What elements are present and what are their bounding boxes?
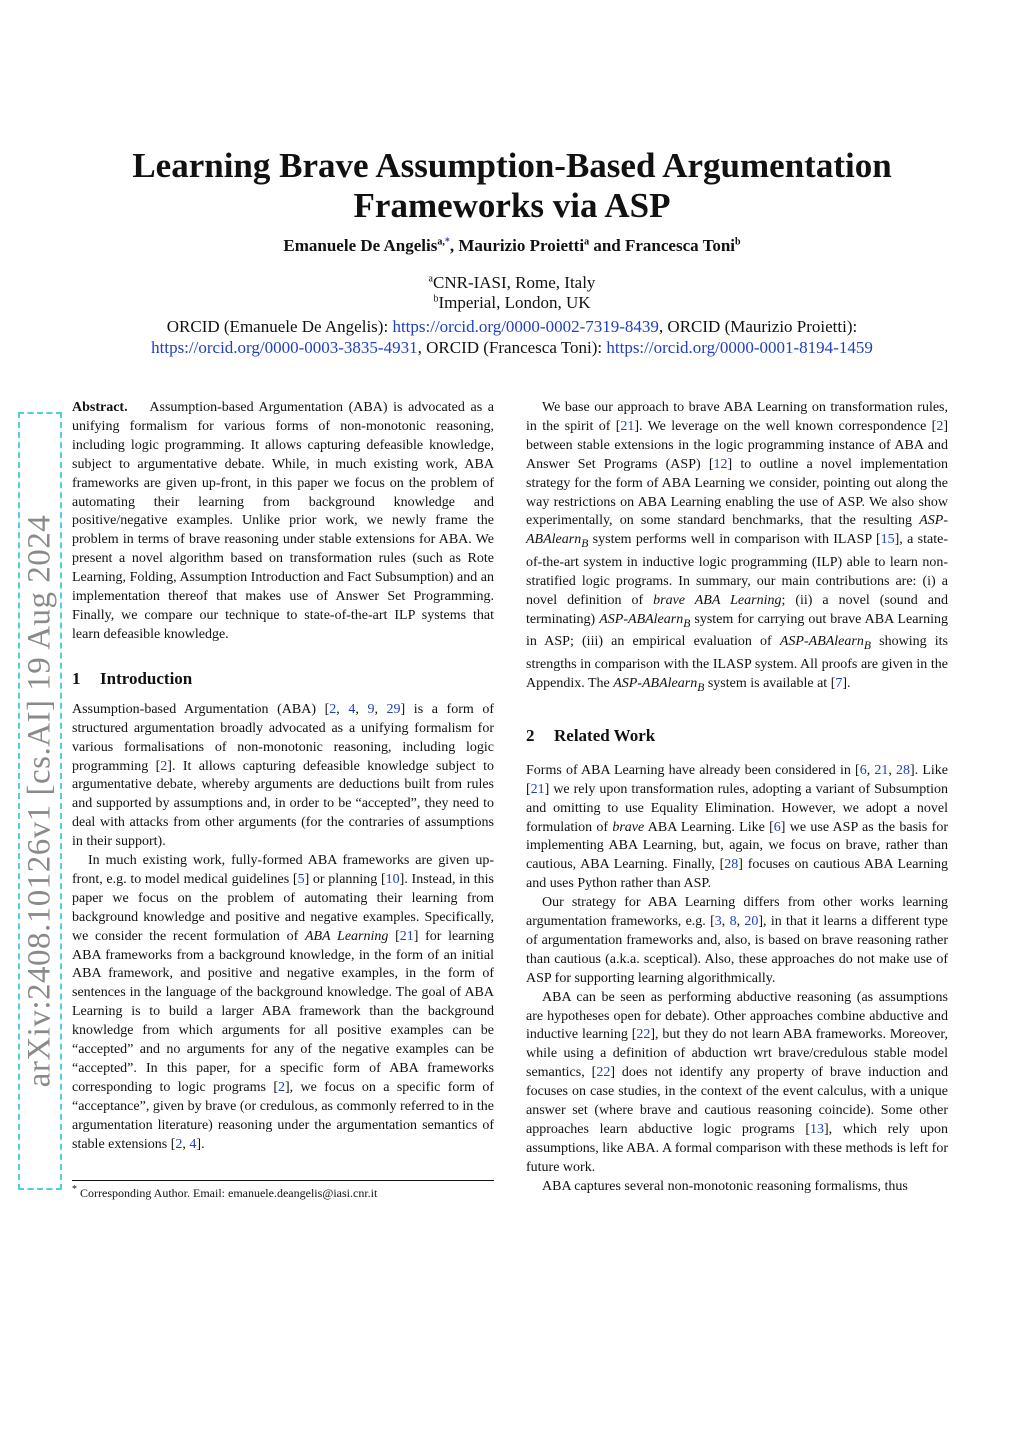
citation[interactable]: 15 xyxy=(880,532,895,548)
author-list: Emanuele De Angelis$^{a,*}$, Maurizio Proietti$^a$ and Francesca Toni$^b$ xyxy=(283,236,741,255)
intro-paragraph-2: In much existing work, fully-formed ABA frameworks are given up-front, e.g. to model medical guidelines [5] or planning [10]. Instead, in this paper we focus on the problem of automating their learning from background knowledge and positive and negative examples. Specifically, we consider the recent formulation of ABA Learning [21] for learning ABA frameworks from a background knowledge, in the form of an initial ABA framework, and positive and negative examples, in the form of sentences in the language of the background knowledge. The goal of ABA Learning is to build a larger ABA framework than the background knowledge from which arguments for all positive examples can be “accepted” and no arguments for any of the negative examples can be “accepted”. In this paper, for a specific form of ABA frameworks corresponding to logic programs [2], we focus on a specific form of “acceptance”, given by brave (or credulous, as commonly referred to in the argumentation literature) reasoning under the argumentation semantics of stable extensions [2, 4]. xyxy=(72,853,494,1152)
citation[interactable]: 21 xyxy=(399,928,414,944)
related-paragraph-2: Our strategy for ABA Learning differs from other works learning argumentation frameworks, e.g. [3, 8, 20], in that it learns a different type of argumentation frameworks and, also, is based on brave reasoning rather than cautious (a.k.a. sceptical). Also, these approaches do not make use of ASP for supporting learning algorithmically. xyxy=(526,895,949,986)
citation[interactable]: 28 xyxy=(724,857,739,873)
title-line-2: Frameworks via ASP xyxy=(353,186,671,225)
citation[interactable]: 8 xyxy=(729,914,737,930)
title-line-1: Learning Brave Assumption-Based Argumentation xyxy=(132,146,892,185)
citation[interactable]: 12 xyxy=(713,456,728,472)
citation[interactable]: 28 xyxy=(896,762,911,778)
citation[interactable]: 9 xyxy=(367,701,375,717)
system-name: ASP-ABAlearn$_B$ xyxy=(613,676,705,694)
section-heading-introduction: 1 Introduction xyxy=(72,668,193,688)
citation[interactable]: 21 xyxy=(530,781,545,797)
author-1-affil: a, xyxy=(437,236,445,248)
orcid-link-toni[interactable]: https://orcid.org/0000-0001-8194-1459 xyxy=(606,338,873,357)
author-3-affil: b xyxy=(735,236,741,248)
orcid-block xyxy=(60,316,964,358)
orcid-line-1: ORCID (Emanuele De Angelis): https://orcid.org/0000-0002-7319-8439, ORCID (Maurizio Proietti): xyxy=(166,317,858,336)
citation[interactable]: 10 xyxy=(385,871,400,887)
left-column xyxy=(72,399,494,1155)
orcid-line-2: https://orcid.org/0000-0003-3835-4931, ORCID (Francesca Toni): https://orcid.org/0000-0001-8194-1459 xyxy=(151,338,873,357)
citation[interactable]: 4 xyxy=(348,701,356,717)
citation[interactable]: 13 xyxy=(809,1122,824,1137)
section-heading-related-work: 2 Related Work xyxy=(526,725,656,745)
abstract-label: Abstract. xyxy=(72,400,128,415)
arxiv-stamp-text: arXiv:2408.10126v1 [cs.AI] 19 Aug 2024 xyxy=(21,514,58,1088)
related-paragraph-3: ABA can be seen as performing abductive reasoning (as assumptions are hypotheses open for debate). Other approaches combine abductive and inductive learning [22], but they do not learn ABA frameworks. Moreover, while using a definition of abduction wrt brave/credulous stable model semantics, [22] does not identify any property of brave induction and focuses on case studies, in the context of the event calculus, with a unique answer set (where brave and cautious reasoning coincide). Some other approaches learn abductive logic programs [13], which rely upon assumptions, like ABA. A formal comparison with these methods is left for future work. xyxy=(526,989,948,1175)
right-column xyxy=(526,399,948,1197)
orcid-link-de-angelis[interactable]: https://orcid.org/0000-0002-7319-8439 xyxy=(392,317,659,336)
footnote-rule xyxy=(72,1180,494,1181)
author-2-affil: a xyxy=(584,236,590,248)
citation[interactable]: 2 xyxy=(160,758,168,774)
related-paragraph-4: ABA captures several non-monotonic reasoning formalisms, thus xyxy=(542,1178,908,1194)
citation[interactable]: 22 xyxy=(596,1065,611,1081)
citation[interactable]: 6 xyxy=(859,762,867,778)
paper-title xyxy=(60,146,964,226)
system-name: ASP-ABAlearn$_B$ xyxy=(599,611,691,630)
related-paragraph-1: Forms of ABA Learning have already been considered in [6, 21, 28]. Like [21] we rely upon transformation rules, adopting a variant of Subsumption and omitting to use Equality Elimination. However, we adopt a novel formulation of brave ABA Learning. Like [6] we use ASP as the basis for implementing ABA Learning, but, again, we focus on brave, rather than cautious, ABA Learning. Finally, [28] focuses on cautious ABA Learning and uses Python rather than ASP. xyxy=(526,762,949,892)
citation[interactable]: 2 xyxy=(175,1136,183,1152)
intro-paragraph-1: Assumption-based Argumentation (ABA) [2, 4, 9, 29] is a form of structured argumentation broadly advocated as a unifying formalism for various formalisations of non-monotonic reasoning, including logic programming [2]. It allows capturing defeasible knowledge subject to argumentative debate, whereby arguments are deductions built from rules and supported by assumptions and, in order to be “accepted”, they need to deal with attacks from other arguments (for the contraries of assumptions in their support). xyxy=(72,701,494,850)
citation[interactable]: 21 xyxy=(874,762,889,778)
citation[interactable]: 6 xyxy=(773,819,781,835)
citation[interactable]: 22 xyxy=(636,1027,651,1043)
affiliations xyxy=(60,273,964,313)
citation[interactable]: 2 xyxy=(936,418,944,434)
system-name: ASP-ABAlearn$_B$ xyxy=(526,513,948,551)
citation[interactable]: 2 xyxy=(277,1079,285,1095)
citation[interactable]: 3 xyxy=(714,914,722,930)
citation[interactable]: 29 xyxy=(386,701,401,717)
citation[interactable]: 5 xyxy=(297,871,305,887)
author-1: Emanuele De Angelis xyxy=(283,236,438,255)
affiliation-b: $^b$Imperial, London, UK xyxy=(433,293,591,312)
system-name: ASP-ABAlearn$_B$ xyxy=(779,634,871,653)
citation[interactable]: 20 xyxy=(744,914,759,930)
abstract-text: Assumption-based Argumentation (ABA) is advocated as a unifying formalism for various forms of non-monotonic reasoning, including logic programming. It allows capturing defeasible knowledge, subject to argumentative debate. While, in much existing work, ABA frameworks are given up-front, in this paper we focus on the problem of automating their learning from background knowledge and positive/negative examples. Unlike prior work, we newly frame the problem in terms of brave reasoning under stable extensions for ABA. We present a novel algorithm based on transformation rules (such as Rote Learning, Folding, Assumption Introduction and Fact Subsumption) and an implementation thereof that makes use of Answer Set Programming. Finally, we compare our technique to state-of-the-art ILP systems that learn defeasible knowledge. xyxy=(72,400,494,642)
citation[interactable]: 21 xyxy=(620,418,635,434)
citation[interactable]: 4 xyxy=(189,1136,197,1152)
affiliation-a: $^a$CNR-IASI, Rome, Italy xyxy=(428,273,596,292)
orcid-link-proietti[interactable]: https://orcid.org/0000-0003-3835-4931 xyxy=(151,338,418,357)
author-3: Francesca Toni xyxy=(625,236,736,255)
contributions-paragraph: We base our approach to brave ABA Learning on transformation rules, in the spirit of [21]. We leverage on the well known correspondence [2] between stable extensions in the logic programming instance of ABA and Answer Set Programs (ASP) [12] to outline a novel implementation strategy for the form of ABA Learning we consider, pointing out along the way restrictions on ABA Learning enabling the use of ASP. We also show experimentally, on some standard benchmarks, that the resulting ASP-ABAlearn$_B$ system performs well in comparison with ILASP [15], a state-of-the-art system in inductive logic programming (ILP) able to learn non-stratified logic programs. In summary, our main contributions are: (i) a novel definition of brave ABA Learning; (ii) a novel (sound and terminating) ASP-ABAlearn$_B$ system for carrying out brave ABA Learning in ASP; (iii) an empirical evaluation of ASP-ABAlearn$_B$ showing its strengths in comparison with the ILASP system. All proofs are given in the Appendix. The ASP-ABAlearn$_B$ system is available at [7]. xyxy=(526,400,948,694)
author-2: Maurizio Proietti xyxy=(458,236,585,255)
footnote: * Corresponding Author. Email: emanuele.deangelis@iasi.cnr.it xyxy=(72,1184,378,1200)
corresponding-mark[interactable]: * xyxy=(444,236,450,248)
abstract xyxy=(72,399,494,645)
citation[interactable]: 2 xyxy=(329,701,337,717)
citation[interactable]: 7 xyxy=(835,676,843,692)
arxiv-stamp[interactable] xyxy=(18,412,62,1190)
